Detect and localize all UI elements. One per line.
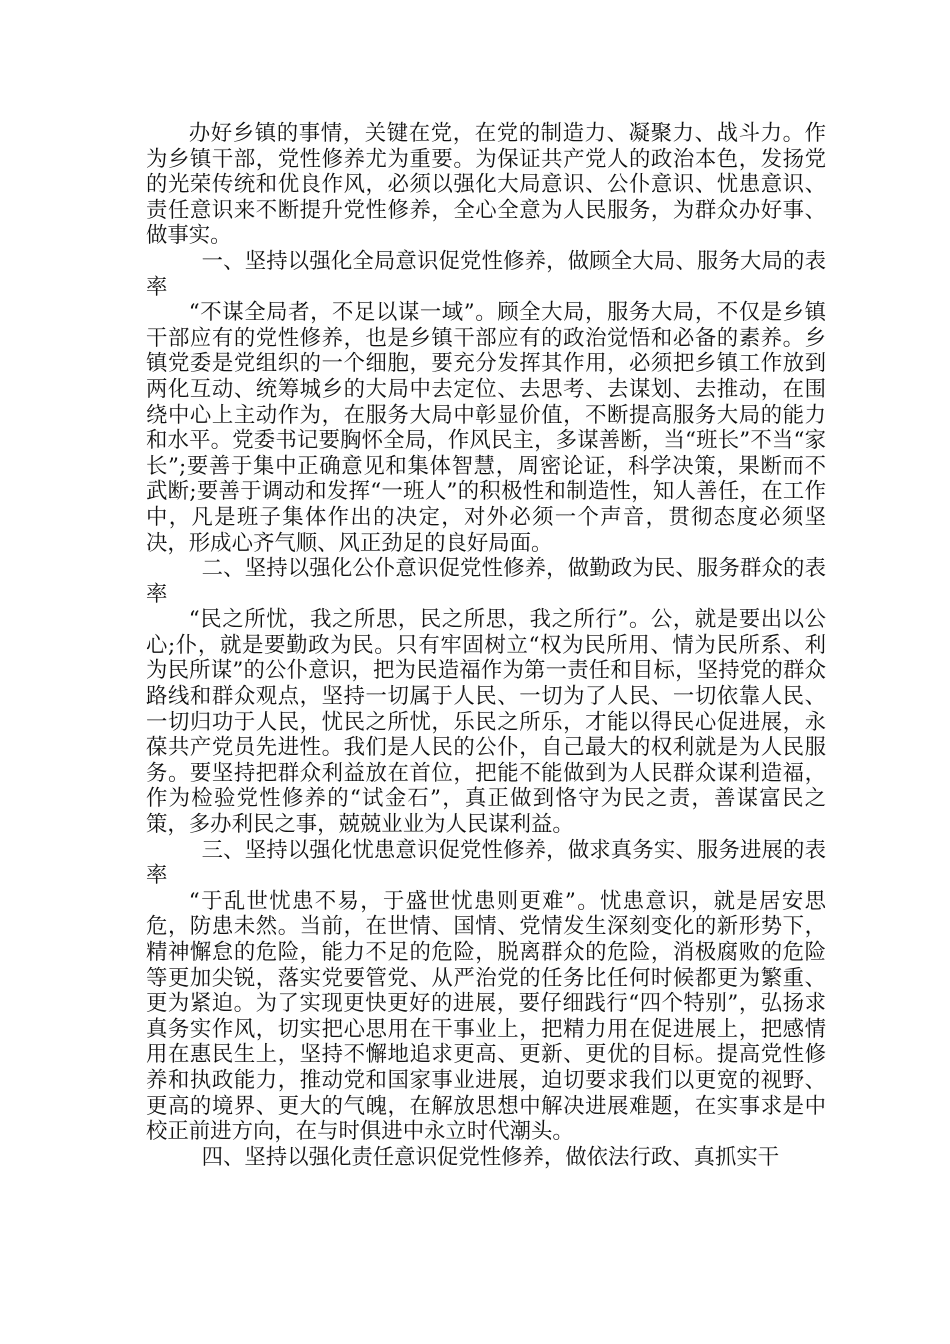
section-1-paragraph: “不谋全局者，不足以谋一域”。顾全大局，服务大局，不仅是乡镇干部应有的党性修养，也是乡镇干部应有的政治觉悟和必备的素养。乡镇党委是党组织的一个细胞，要充分发挥其作用，必须把乡镇工作放到两化互动、统筹城乡的大局中去定位、去思考、去谋划、去推动，在围绕中心上主动作为，在服务大局中彰显价值，不断提高服务大局的能力和水平。党委书记要胸怀全局，作风民主，多谋善断，当“班长”不当“家长”;要善于集中正确意见和集体智慧，周密论证，科学决策，果断而不武断;要善于调动和发挥“一班人”的积极性和制造性，知人善任，在工作中，凡是班子集体作出的决定，对外必须一个声音，贯彻态度必须坚决，形成心齐气顺、风正劲足的良好局面。	[146, 300, 826, 556]
section-3-paragraph: “于乱世忧患不易，于盛世忧患则更难”。忧患意识，就是居安思危，防患未然。当前，在世情、国情、党情发生深刻变化的新形势下，精神懈怠的危险，能力不足的危险，脱离群众的危险，消极腐败的危险等更加尖锐，落实党要管党、从严治党的任务比任何时候都更为繁重、更为紧迫。为了实现更快更好的进展，要仔细践行“四个特别”，弘扬求真务实作风，切实把心思用在干事业上，把精力用在促进展上，把感情用在惠民生上，坚持不懈地追求更高、更新、更优的目标。提高党性修养和执政能力，推动党和国家事业进展，迫切要求我们以更宽的视野、更高的境界、更大的气魄，在解放思想中解决进展难题，在实事求是中校正前进方向，在与时俱进中永立时代潮头。	[146, 888, 826, 1145]
document-page	[146, 121, 826, 1170]
section-heading-4: 四、坚持以强化责任意识促党性修养，做依法行政、真抓实干	[201, 1144, 780, 1170]
section-2-paragraph: “民之所忧，我之所思，民之所思，我之所行”。公，就是要出以公心;仆，就是要勤政为民。只有牢固树立“权为民所用、情为民所系、利为民所谋”的公仆意识，把为民造福作为第一责任和目标，坚持党的群众路线和群众观点，坚持一切属于人民、一切为了人民、一切依靠人民、一切归功于人民，忧民之所忧，乐民之所乐，才能以得民心促进展，永葆共产党员先进性。我们是人民的公仆，自己最大的权利就是为人民服务。要坚持把群众利益放在首位，把能不能做到为人民群众谋利造福，作为检验党性修养的“试金石”，真正做到恪守为民之责，善谋富民之策，多办利民之事，兢兢业业为人民谋利益。	[146, 607, 826, 838]
section-heading-1: 一、坚持以强化全局意识促党性修养，做顾全大局、服务大局的表率	[146, 248, 826, 300]
section-heading-3: 三、坚持以强化忧患意识促党性修养，做求真务实、服务进展的表率	[146, 837, 826, 889]
section-heading-2: 二、坚持以强化公仆意识促党性修养，做勤政为民、服务群众的表率	[146, 556, 826, 607]
intro-paragraph: 办好乡镇的事情，关键在党，在党的制造力、凝聚力、战斗力。作为乡镇干部，党性修养尤为重要。为保证共产党人的政治本色，发扬党的光荣传统和优良作风，必须以强化大局意识、公仆意识、忧患意识、责任意识来不断提升党性修养，全心全意为人民服务，为群众办好事、做事实。	[146, 121, 826, 249]
